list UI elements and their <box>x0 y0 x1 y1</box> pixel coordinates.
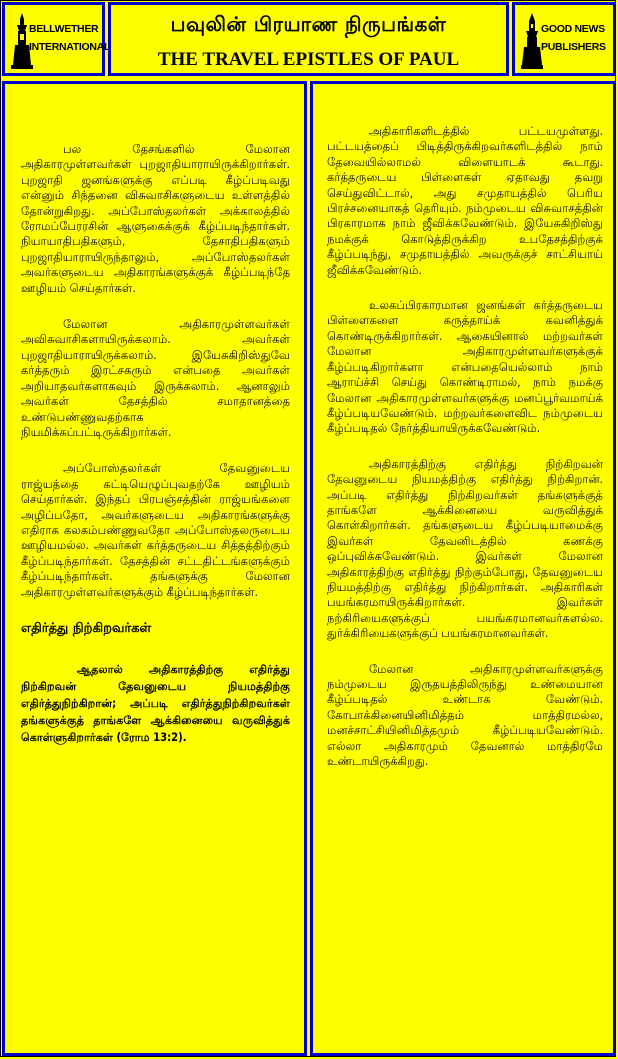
page-title-tamil: பவுலின் பிரயாண நிருபங்கள் <box>170 12 447 36</box>
title-box <box>108 2 509 76</box>
page-title-english: THE TRAVEL EPISTLES OF PAUL <box>157 49 460 70</box>
tower-icon <box>521 13 543 69</box>
good-news-logo-line2: PUBLISHERS <box>541 41 606 53</box>
left-paragraph-2: மேலான அதிகாரமுள்ளவர்கள் அவிசுவாசிகளாயிருக்கலாம். அவர்கள் புறஜாதியாராயிருக்கலாம். இயேசுகிறிஸ்துவே கர்த்தரும் இரட்சகரும் என்பதை அவர்கள் அறியாதவர்களாகவும் இருக்கலாம். ஆனாலும் அவர்கள் தேசத்தில் சமாதானத்தை உண்டுபண்ணுவதற்காக நியமிக்கப்பட்டிருக்கிறார்கள். <box>21 317 290 439</box>
section-heading: எதிர்த்து நிற்கிறவர்கள் <box>21 620 152 636</box>
right-paragraph-3: அதிகாரத்திற்கு எதிர்த்து நிற்கிறவன் தேவனுடைய நியமத்திற்கு எதிர்த்து நிற்கிறான். அப்படி எதிர்த்து நிற்கிறவர்கள் தங்களுக்குத் தாங்களே ஆக்கினையை வருவித்துக் கொள்கிறார்கள். தங்களுடைய கீழ்ப்படியாமைக்கு இவர்கள் தேவனிடத்தில் கணக்கு ஒப்புவிக்கவேண்டும். இவர்கள் மேலான அதிகாரத்திற்கு எதிர்த்து நிற்கும்போது, தேவனுடைய நியமத்திற்கு எதிர்த்து நிற்கிறார்கள். அதிகாரிகள் பயங்கரமாயிருக்கிறார்கள். இவர்கள் நற்கிரியைகளுக்குப் பயங்கரமானவர்களல்ல. துர்க்கிரியைகளுக்குப் பயங்கரமானவர்கள். <box>327 456 603 641</box>
good-news-logo <box>512 2 616 76</box>
left-paragraph-3: அப்போஸ்தலர்கள் தேவனுடைய ராஜ்யத்தை கட்டியெழுப்புவதற்கே ஊழியம் செய்தார்கள். இந்தப் பிரபஞ்சத்தின் ராஜ்யங்களை அழிப்பதோ, அவர்களுடைய அதிகாரங்களுக்கு எதிராக கலகம்பண்ணுவதோ அப்போஸ்தலருடைய ஊழியமல்ல. அவர்கள் கர்த்தருடைய சித்தத்திற்கும் கீழ்ப்படிந்தார்கள். தேசத்தின் சட்டதிட்டங்களுக்கும் கீழ்ப்படிந்தார்கள். தங்களுக்கு மேலான அதிகாரமுள்ளவர்களுக்கும் கீழ்ப்படிந்தார்கள். <box>21 461 290 599</box>
bellwether-logo-line2: INTERNATIONAL <box>29 41 111 53</box>
page-header <box>0 0 618 80</box>
left-column <box>2 81 307 1056</box>
good-news-logo-line1: GOOD NEWS <box>541 23 605 35</box>
left-paragraph-1: பல தேசங்களில் மேலான அதிகாரமுள்ளவர்கள் புறஜாதியாராயிருக்கிறார்கள். புறஜாதி ஜனங்களுக்கு எப்படி கீழ்ப்படிவது என்னும் சிந்தனை விசுவாசிகளுடைய உள்ளத்தில் தோன்றுகிறது. அப்போஸ்தலர்கள் அக்காலத்தில் ரோமப்பேரரசின் ஆளுகைக்குக் கீழ்ப்படிந்தார்கள். நியாயாதிபதிகளும், தேசாதிபதிகளும் புறஜாதியாராயிருந்தாலும், அப்போஸ்தலர்கள் அவர்களுடைய அதிகாரங்களுக்குக் கீழ்ப்படிந்தே ஊழியம் செய்தார்கள். <box>21 142 290 295</box>
right-paragraph-1: அதிகாரிகளிடத்தில் பட்டயமுள்ளது. பட்டயத்தைப் பிடித்திருக்கிறவர்களிடத்தில் நாம் தேவையில்லாமல் விளையாடக் கூடாது. கர்த்தருடைய பிள்ளைகள் ஏதாவது தவறு செய்துவிட்டால், அது சமுதாயத்தில் பெரிய பிரச்சனையாகத் தெரியும். நம்முடைய விசுவாசத்தின் பிரகாரமாக நாம் ஜீவிக்கவேண்டும். இயேசுகிறிஸ்து நமக்குக் கொடுத்திருக்கிற உபதேசத்திற்குக் கீழ்ப்படிந்து, சமுதாயத்தில் அவருக்குச் சாட்சியாய் ஜீவிக்கவேண்டும். <box>327 124 603 277</box>
right-paragraph-2: உலகப்பிரகாரமான ஜனங்கள் கர்த்தருடைய பிள்ளைகளை கருத்தாய்க் கவனித்துக் கொண்டிருக்கிறார்கள். ஆகையினால் மற்றவர்கள் மேலான அதிகாரமுள்ளவர்களுக்குக் கீழ்ப்படிகிறார்களா என்பதையெல்லாம் நாம் ஆராய்ச்சி செய்து கொண்டிராமல், நாம் நமக்கு மேலான அதிகாரமுள்ளவர்களுக்கு மனப்பூர்வமாய்க் கீழ்ப்படியவேண்டும். மற்றவர்களைவிட நம்முடைய கீழ்ப்படிதல் நேர்த்தியாயிருக்கவேண்டும். <box>327 298 603 436</box>
bellwether-logo <box>2 2 111 76</box>
right-paragraph-4: மேலான அதிகாரமுள்ளவர்களுக்கு நம்முடைய இருதயத்திலிருந்து உண்மையான கீழ்ப்படிதல் உண்டாக வேண்டும். கோபாக்கினையினிமித்தம் மாத்திரமல்ல, மனச்சாட்சியினிமித்தமும் கீழ்ப்படியவேண்டும். எல்லா அதிகாரமும் தேவனால் மாத்திரமே உண்டாயிருக்கிறது. <box>327 661 603 769</box>
right-column <box>310 81 616 1056</box>
scripture-quote: ஆதலால் அதிகாரத்திற்கு எதிர்த்து நிற்கிறவன் தேவனுடைய நியமத்திற்கு எதிர்த்துநிற்கிறான்; அப்படி எதிர்த்துநிற்கிறவர்கள் தங்களுக்குத் தாங்களே ஆக்கினையை வருவித்துக் கொள்ளுகிறார்கள் (ரோம 13:2). <box>21 662 290 744</box>
bellwether-logo-line1: BELLWETHER <box>29 23 99 35</box>
